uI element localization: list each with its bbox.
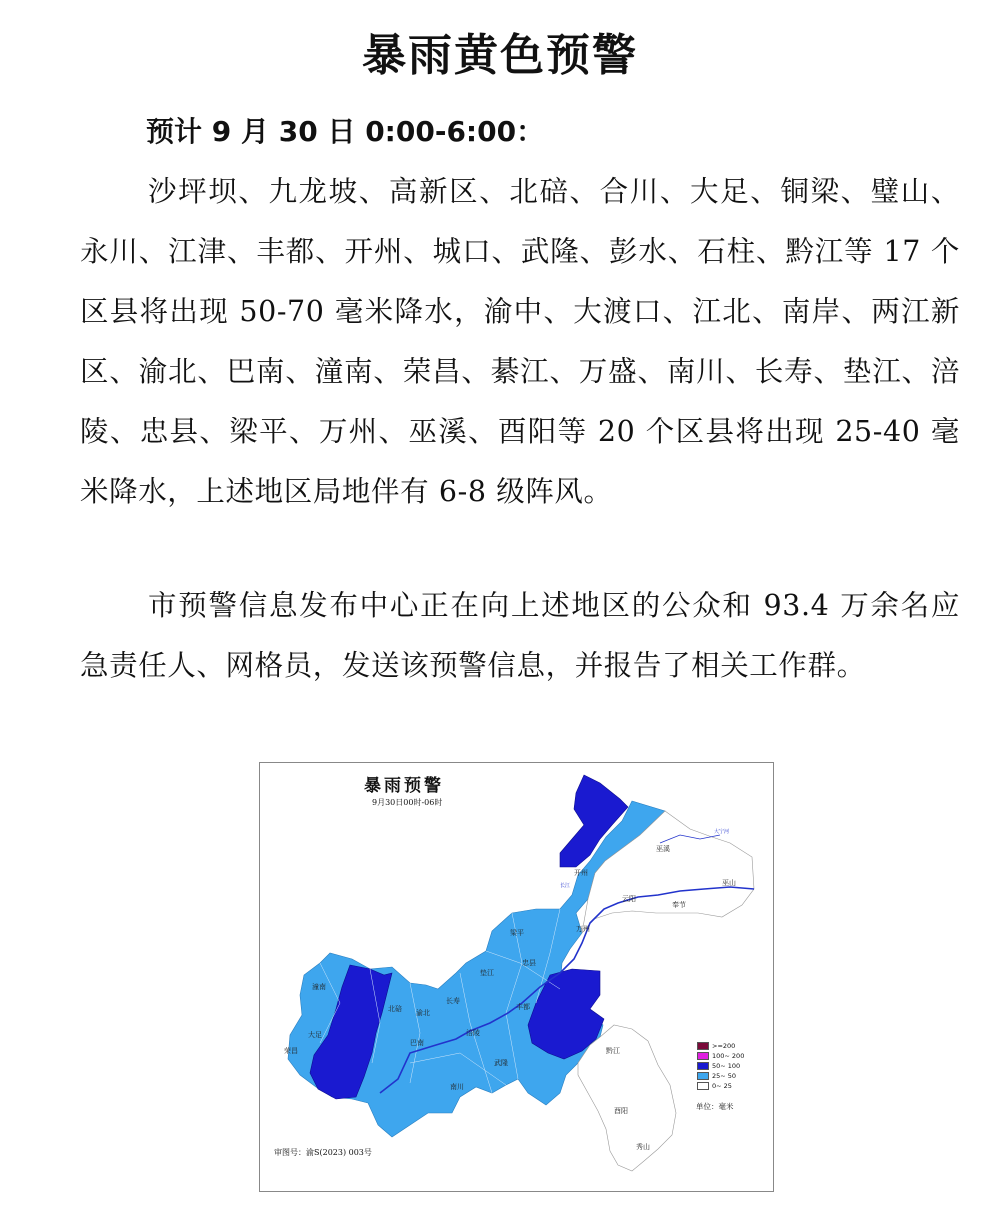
label-youyang: 酉阳 [614, 1107, 628, 1115]
label-dianjiang: 垫江 [480, 969, 494, 977]
label-fengdu: 丰都 [516, 1003, 530, 1011]
label-wanzhou: 万州 [576, 925, 590, 933]
label-beibei: 北碚 [388, 1005, 402, 1013]
rainstorm-map [259, 762, 774, 1192]
label-rongchang: 荣昌 [284, 1047, 298, 1055]
legend-swatch [697, 1072, 709, 1080]
forecast-paragraph: 沙坪坝、九龙坡、高新区、北碚、合川、大足、铜梁、璧山、永川、江津、丰都、开州、城口、武隆、彭水、石柱、黔江等 17 个区县将出现 50-70 毫米降水，渝中、大渡口、江北、南岸、两江新区、渝北、巴南、潼南、荣昌、綦江、万盛、南川、长寿、垫江、涪陵、忠县、梁平、万州、巫溪、酉阳等 20 个区县将出现 25-40 毫米降水，上述地区局地伴有 6-8 级阵风。 [80, 175, 960, 508]
label-fuling: 涪陵 [466, 1029, 480, 1037]
map-legend [697, 1041, 757, 1091]
map-graphic [260, 763, 773, 1191]
map-approval-number: 审图号：渝S(2023) 003号 [274, 1148, 372, 1157]
legend-label: 100~ 200 [712, 1052, 745, 1060]
legend-item [697, 1051, 757, 1061]
map-title: 暴雨预警 [364, 776, 444, 796]
label-wushan: 巫山 [722, 879, 736, 887]
label-wuxi: 巫溪 [656, 845, 670, 853]
label-dazu: 大足 [308, 1031, 322, 1039]
map-date: 9月30日00时-06时 [372, 798, 443, 807]
notice-paragraph: 市预警信息发布中心正在向上述地区的公众和 93.4 万余名应急责任人、网格员，发送该预警信息，并报告了相关工作群。 [80, 589, 960, 682]
legend-label: 50~ 100 [712, 1062, 741, 1070]
legend-item [697, 1041, 757, 1051]
legend-item [697, 1061, 757, 1071]
region-0-25-southeast [578, 1025, 676, 1171]
label-yangtze: 长江 [560, 883, 571, 889]
label-yubei: 渝北 [416, 1009, 430, 1017]
map-unit: 单位：毫米 [696, 1102, 734, 1111]
legend-swatch [697, 1082, 709, 1090]
legend-label: 0~ 25 [712, 1082, 732, 1090]
legend-label: 25~ 50 [712, 1072, 737, 1080]
label-nanchuan: 南川 [450, 1083, 464, 1091]
label-fengjie: 奉节 [672, 901, 686, 909]
legend-swatch [697, 1062, 709, 1070]
page-title: 暴雨黄色预警 [362, 30, 638, 81]
legend-swatch [697, 1042, 709, 1050]
legend-item [697, 1081, 757, 1091]
label-wulong: 武隆 [494, 1059, 508, 1067]
label-daning: 大宁河 [714, 829, 730, 835]
label-yunyang: 云阳 [622, 895, 636, 903]
legend-swatch [697, 1052, 709, 1060]
forecast-period: 预计 9 月 30 日 0:00-6:00： [146, 115, 545, 148]
label-zhongxian: 忠县 [522, 959, 536, 967]
label-tongnan: 潼南 [312, 983, 326, 991]
label-banan: 巴南 [410, 1039, 424, 1047]
label-xiushan: 秀山 [636, 1143, 650, 1151]
label-changshou: 长寿 [446, 997, 460, 1005]
legend-label: >=200 [712, 1042, 736, 1050]
legend-item [697, 1071, 757, 1081]
label-kaizhou: 开州 [574, 869, 588, 877]
label-liangping: 梁平 [510, 929, 524, 937]
label-qianjiang: 黔江 [606, 1047, 620, 1055]
